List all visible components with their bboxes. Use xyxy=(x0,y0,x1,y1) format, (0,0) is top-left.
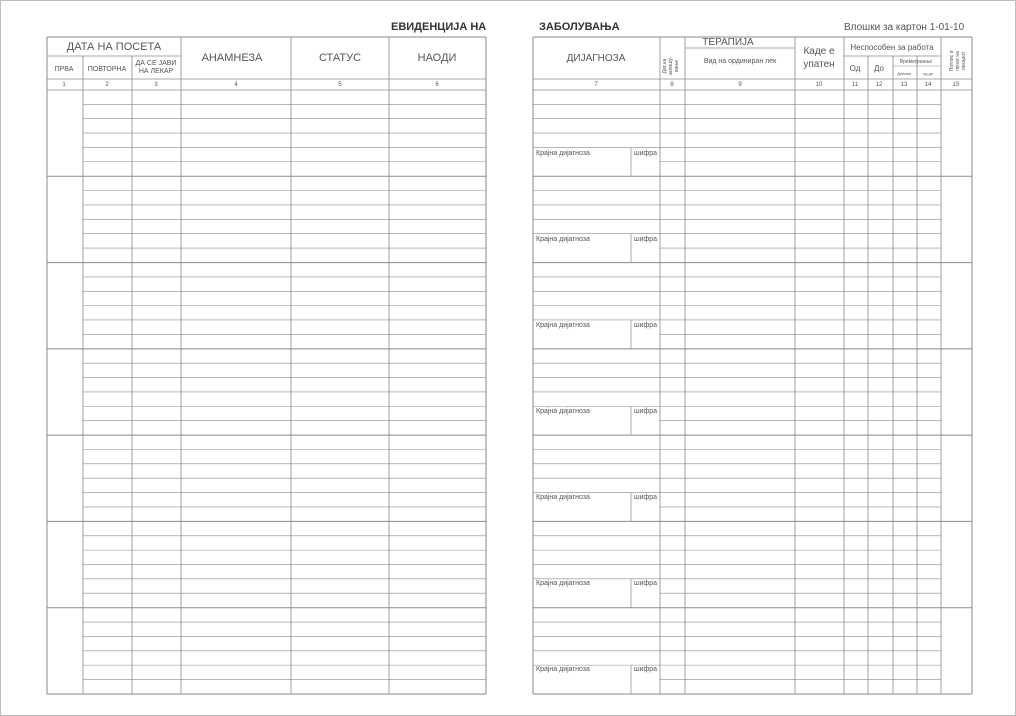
col-days-header: Денови xyxy=(897,71,911,76)
col-number: 6 xyxy=(435,82,439,88)
col-number: 4 xyxy=(234,82,238,88)
final-diagnosis-label: Крајна дијагноза xyxy=(536,580,590,587)
final-diagnosis-label: Крајна дијагноза xyxy=(536,408,590,415)
col-report-header-1: ДА СЕ ЈАВИ xyxy=(135,60,177,67)
col-number: 10 xyxy=(815,82,823,88)
col-number: 13 xyxy=(900,82,908,88)
col-referred-header-2: упатен xyxy=(803,59,835,70)
title-left: ЕВИДЕНЦИЈА НА xyxy=(391,21,487,33)
visit-date-header: ДАТА НА ПОСЕТА xyxy=(66,41,162,53)
final-diagnosis-label: Крајна дијагноза xyxy=(536,666,590,673)
final-diagnosis-label: Крајна дијагноза xyxy=(536,494,590,501)
code-label: шифра xyxy=(634,580,658,587)
col-number: 9 xyxy=(738,82,742,88)
col-to-header: До xyxy=(874,64,884,73)
code-label: шифра xyxy=(634,150,658,157)
therapy-header: ТЕРАПИЈА xyxy=(702,37,754,48)
col-number: 2 xyxy=(105,82,109,88)
col-number: 1 xyxy=(62,82,66,88)
final-diagnosis-label: Крајна дијагноза xyxy=(536,150,590,157)
col-report-header-2: НА ЛЕКАР xyxy=(138,68,174,75)
final-diagnosis-label: Крајна дијагноза xyxy=(536,236,590,243)
col-number: 8 xyxy=(670,82,674,88)
col-repeat-header: ПОВТОРНА xyxy=(87,66,127,73)
col-number: 5 xyxy=(338,82,342,88)
col-from-header: Од xyxy=(849,64,861,73)
code-label: шифра xyxy=(634,666,658,673)
title-right: ЗАБОЛУВАЊА xyxy=(539,21,620,33)
col-number: 12 xyxy=(875,82,883,88)
col-drug-header: Вид на ординиран лек xyxy=(703,58,777,65)
col-number: 7 xyxy=(594,82,598,88)
col-number: 15 xyxy=(952,82,960,88)
col-number: 14 xyxy=(924,82,932,88)
form-code: Влошки за картон 1-01-10 xyxy=(844,22,965,33)
col-signature-header: Потпис и печат на лекарот xyxy=(949,50,967,72)
col-number: 11 xyxy=(851,82,859,88)
final-diagnosis-label: Крајна дијагноза xyxy=(536,322,590,329)
col-anamnesis-header: АНАМНЕЗА xyxy=(201,52,263,64)
col-findings-header: НАОДИ xyxy=(417,52,457,64)
code-label: шифра xyxy=(634,236,658,243)
col-date-drug-header: Дат.на запишу- вање xyxy=(662,56,680,76)
incapacity-header: Неспособен за работа xyxy=(850,43,934,52)
col-diagnosis-header: ДИЈАГНОЗА xyxy=(566,53,626,64)
col-sick-header: од до xyxy=(922,71,934,76)
col-status-header: СТАТУС xyxy=(318,52,362,64)
col-number: 3 xyxy=(154,82,158,88)
col-first-header: ПРВА xyxy=(54,66,74,73)
form-grid xyxy=(1,1,1015,715)
code-label: шифра xyxy=(634,322,658,329)
code-label: шифра xyxy=(634,494,658,501)
col-duration-header: Времетраење xyxy=(899,59,933,65)
code-label: шифра xyxy=(634,408,658,415)
col-referred-header-1: Каде е xyxy=(803,46,835,57)
